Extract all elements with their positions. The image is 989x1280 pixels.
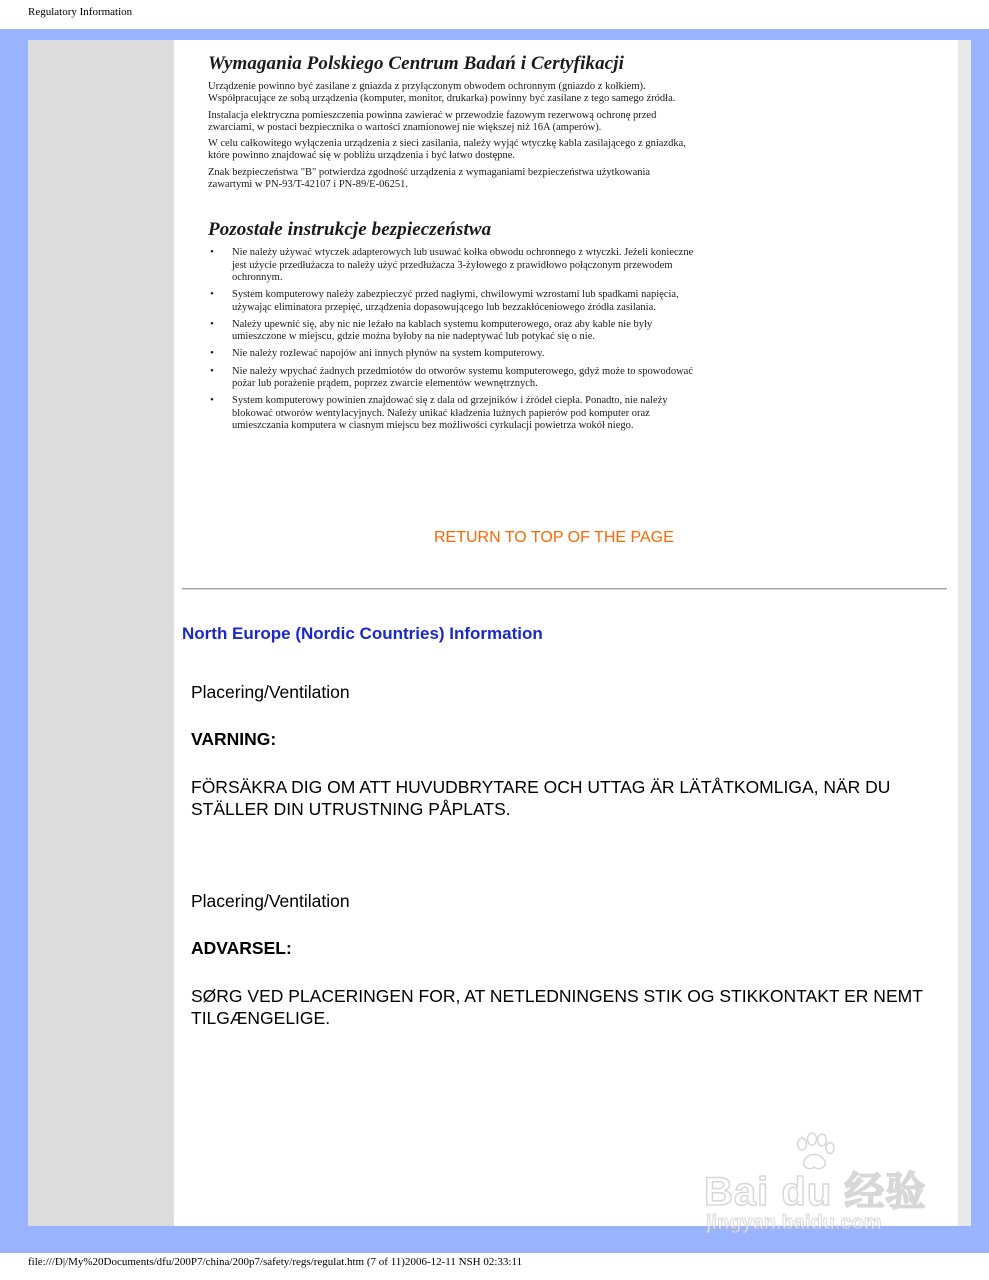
polish-safety-title: Pozostałe instrukcje bezpieczeństwa bbox=[208, 219, 492, 241]
polish-safety-list bbox=[208, 247, 695, 432]
list-item-text: Należy upewnić się, aby nic nie leżało na kablach systemu komputerowego, oraz aby kable nie były umieszczone w miejscu, gdzie można byłoby na nie nadeptywać lub potykać się o nie. bbox=[232, 318, 653, 343]
polish-paragraph: Instalacja elektryczna pomieszczenia powinna zawierać w przewodzie fazowym rezerwową ochronę przed zwarciami, w postaci bezpiecznika o wartości znamionowej nie większej niż 16A (amperów). bbox=[208, 109, 657, 133]
denmark-warning-text: SØRG VED PLACERINGEN FOR, AT NETLEDNINGENS STIK OG STIKKONTAKT ER NEMT TILGÆNGELIGE. bbox=[191, 986, 923, 1028]
list-item bbox=[208, 366, 695, 391]
list-item-text: System komputerowy należy zabezpieczyć przed nagłymi, chwilowymi wzrostami lub spadkami napięcia, używając eliminatora przepięć, urządzenia dopasowującego lub bezzakłóceniowego źródła zasilania. bbox=[232, 289, 679, 313]
list-item bbox=[208, 247, 695, 284]
baidu-watermark bbox=[700, 1130, 940, 1240]
list-item bbox=[208, 395, 695, 432]
print-footer: file:///D|/My%20Documents/dfu/200P7/china/200p7/safety/regs/regulat.htm (7 of 11)2006-12-11 NSH 02:33:11 bbox=[28, 1256, 523, 1268]
bullet-icon: • bbox=[210, 394, 214, 407]
return-to-top-link[interactable]: RETURN TO TOP OF THE PAGE bbox=[434, 529, 674, 546]
bullet-icon: • bbox=[210, 246, 214, 259]
list-item-text: Nie należy rozlewać napojów ani innych płynów na system komputerowy. bbox=[232, 348, 545, 360]
bullet-icon: • bbox=[210, 317, 214, 330]
polish-title: Wymagania Polskiego Centrum Badań i Certyfikacji bbox=[208, 53, 624, 74]
left-sidebar-column bbox=[28, 40, 174, 1226]
list-item bbox=[208, 289, 695, 314]
section-divider bbox=[182, 588, 947, 590]
polish-paragraph: W celu całkowitego wyłączenia urządzenia z sieci zasilania, należy wyjąć wtyczkę kabla zasilającego z gniazdka, które powinno znajdować się w pobliżu urządzenia i być łatwo dostępne. bbox=[208, 138, 686, 162]
list-item-text: Nie należy wpychać żadnych przedmiotów do otworów systemu komputerowego, gdyż może to spowodować pożar lub porażenie prądem, poprzez zwarcie elementów wewnętrznych. bbox=[232, 365, 694, 390]
list-item-text: System komputerowy powinien znajdować się z dala od grzejników i źródeł ciepła. Ponadto, nie należy blokować otworów wentylacyjnych. Należy unikać kładzenia luźnych papierów pod komputer oraz umieszczania komputera w ciasnym miejscu bez możliwości cyrkulacji powietrza wokół niego. bbox=[232, 395, 668, 431]
sweden-warning-label: VARNING: bbox=[191, 729, 277, 749]
right-scroll-strip bbox=[958, 40, 971, 1226]
sweden-warning-text: FÖRSÄKRA DIG OM ATT HUVUDBRYTARE OCH UTTAG ÄR LÄTÅTKOMLIGA, NÄR DU STÄLLER DIN UTRUSTNING PÅPLATS. bbox=[191, 777, 891, 819]
denmark-warning-label: ADVARSEL: bbox=[191, 938, 292, 958]
list-item-text: Nie należy używać wtyczek adapterowych lub usuwać kołka obwodu ochronnego z wtyczki. Jeżeli konieczne jest użycie przedłużacza to należy użyć przedłużacza 3-żyłowego z prawidłowo połączonym przewodem ochronnym. bbox=[232, 247, 694, 283]
polish-certification-scan bbox=[200, 48, 695, 478]
polish-paragraph: Urządzenie powinno być zasilane z gniazda z przyłączonym obwodem ochronnym (gniazdo z kołkiem). Współpracujące ze sobą urządzenia (komputer, monitor, drukarka) powinny być zasilane z tego samego źródła. bbox=[208, 81, 676, 105]
sweden-heading: Placering/Ventilation bbox=[191, 682, 350, 702]
nordic-section-title: North Europe (Nordic Countries) Information bbox=[182, 624, 543, 643]
list-item bbox=[208, 319, 695, 344]
print-header: Regulatory Information bbox=[28, 6, 133, 18]
watermark-brand: Bai du 经验 bbox=[704, 1170, 927, 1214]
watermark-url: jingyan.baidu.com bbox=[706, 1212, 882, 1234]
polish-paragraph: Znak bezpieczeństwa "B" potwierdza zgodność urządzenia z wymaganiami bezpieczeństwa użytkowania zawartymi w PN-93/T-42107 i PN-89/E-06251. bbox=[208, 166, 651, 191]
bullet-icon: • bbox=[210, 364, 214, 377]
list-item bbox=[208, 348, 695, 360]
bullet-icon: • bbox=[210, 288, 214, 301]
bullet-icon: • bbox=[210, 347, 214, 360]
denmark-heading: Placering/Ventilation bbox=[191, 891, 350, 911]
